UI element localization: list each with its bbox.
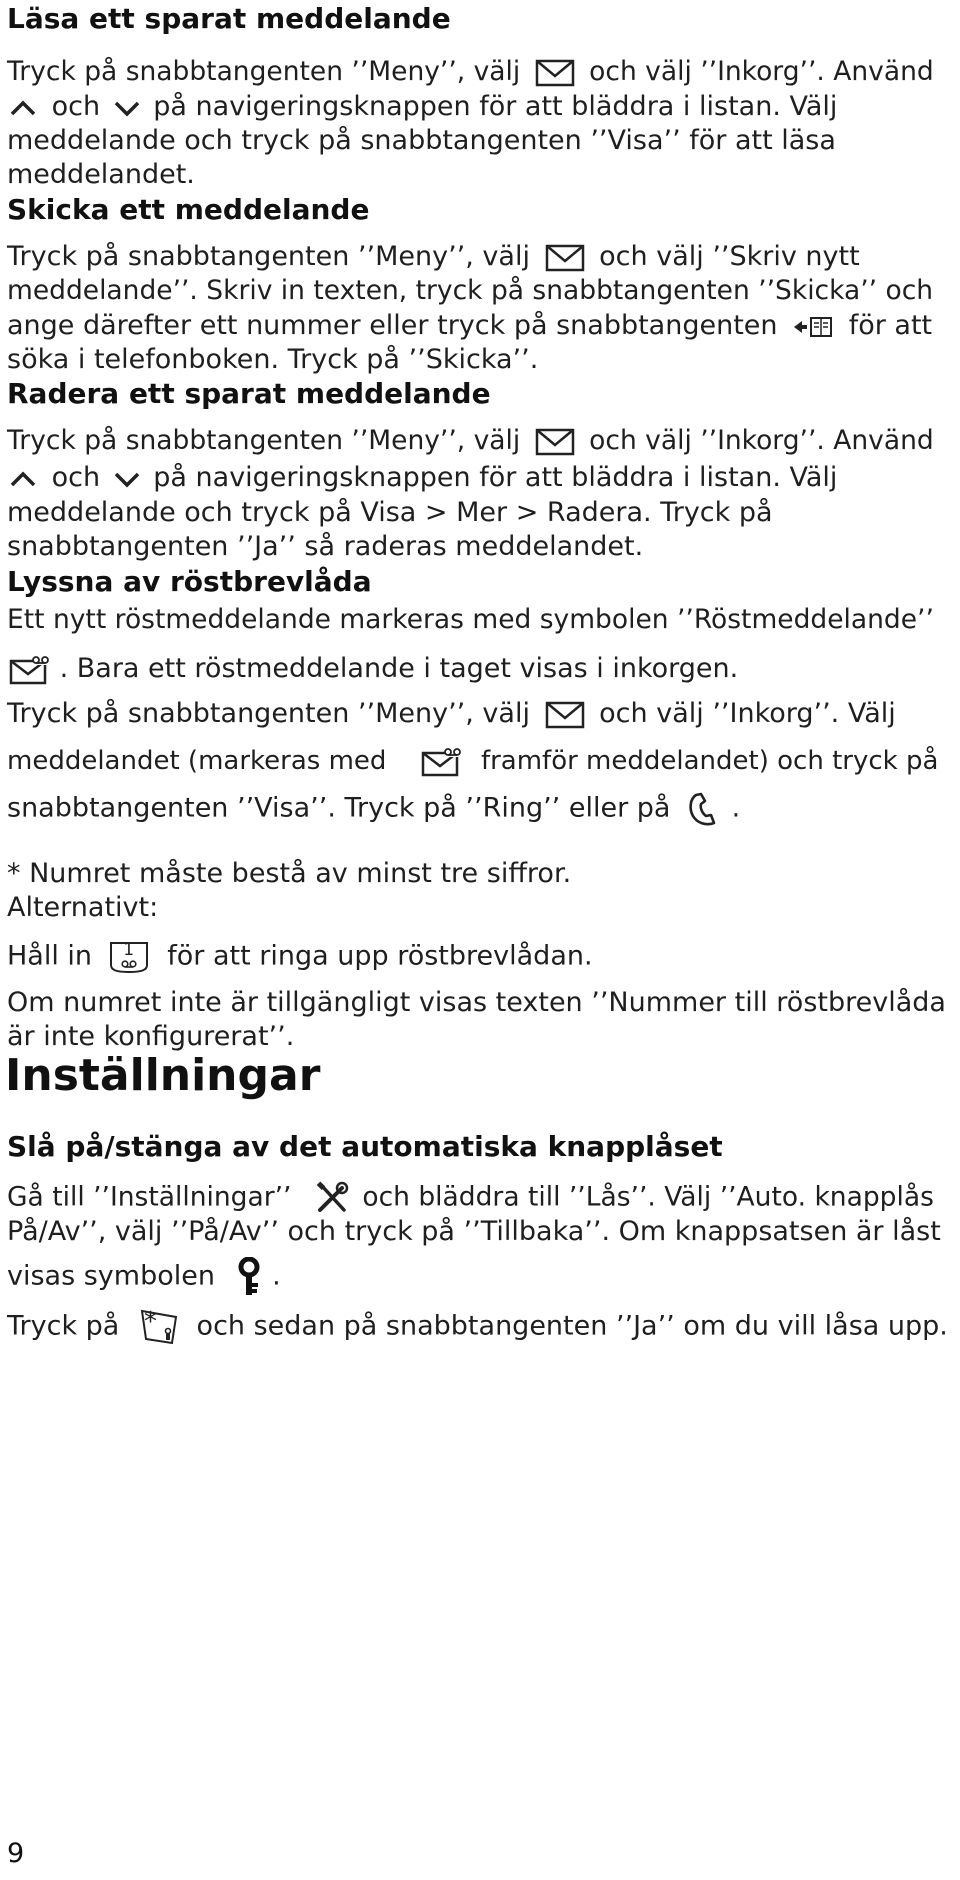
phonebook-icon: [792, 314, 834, 340]
settings-line-2: På/Av’’, välj ’’På/Av’’ och tryck på ’’Tillbaka’’. Om knappsatsen är låst: [7, 1216, 941, 1247]
voicemail-not-found-1: Om numret inte är tillgängligt visas texten ’’Nummer till röstbrevlåda: [7, 987, 946, 1018]
star-key-icon: [136, 1305, 182, 1349]
voicemail-line-5: snabbtangenten ’’Visa’’. Tryck på ’’Ring’’ eller på .: [7, 791, 740, 827]
chevron-up-icon: [9, 98, 37, 118]
delete-line-1: Tryck på snabbtangenten ’’Meny’’, välj och välj ’’Inkorg’’. Använd: [7, 425, 934, 456]
call-icon: [687, 791, 721, 827]
settings-title: Inställningar: [5, 1050, 321, 1101]
send-line-4: söka i telefonboken. Tryck på ’’Skicka’’.: [7, 344, 539, 375]
heading-read-message: Läsa ett sparat meddelande: [7, 2, 451, 35]
voicemail-line-4: meddelandet (markeras med framför meddelandet) och tryck på: [7, 746, 939, 776]
key-1-icon: [107, 939, 151, 975]
delete-line-2: och på navigeringsknappen för att bläddra i listan. Välj: [7, 461, 837, 495]
key-1-label: 1: [123, 940, 135, 960]
send-line-2: meddelande’’. Skriv in texten, tryck på snabbtangenten ’’Skicka’’ och: [7, 275, 934, 306]
read-line-2: och på navigeringsknappen för att bläddra i listan. Välj: [7, 90, 837, 124]
settings-line-3: visas symbolen .: [7, 1257, 281, 1297]
voicemail-line-1: Ett nytt röstmeddelande markeras med symbolen ’’Röstmeddelande’’: [7, 604, 934, 635]
tools-icon: [314, 1180, 350, 1216]
voicemail-line-2: . Bara ett röstmeddelande i taget visas i inkorgen.: [7, 652, 738, 686]
delete-line-3: meddelande och tryck på Visa > Mer > Radera. Tryck på: [7, 497, 773, 528]
heading-send-message: Skicka ett meddelande: [7, 193, 370, 226]
star-key-label: *: [143, 1307, 157, 1337]
heading-delete-message: Radera ett sparat meddelande: [7, 377, 491, 410]
voicemail-line-3: Tryck på snabbtangenten ’’Meny’’, välj och välj ’’Inkorg’’. Välj: [7, 698, 896, 729]
delete-line-4: snabbtangenten ’’Ja’’ så raderas meddelandet.: [7, 531, 644, 562]
chevron-down-icon: [113, 469, 141, 489]
voicemail-icon: [9, 655, 49, 685]
envelope-icon: [535, 58, 575, 88]
chevron-down-icon: [113, 98, 141, 118]
envelope-icon: [545, 700, 585, 730]
heading-voicemail: Lyssna av röstbrevlåda: [7, 565, 372, 598]
send-line-1: Tryck på snabbtangenten ’’Meny’’, välj och välj ’’Skriv nytt: [7, 241, 860, 272]
voicemail-icon: [421, 747, 461, 777]
voicemail-note: * Numret måste bestå av minst tre siffror.: [7, 858, 572, 889]
key-lock-icon: [236, 1257, 262, 1297]
envelope-icon: [535, 427, 575, 457]
heading-auto-keylock: Slå på/stänga av det automatiska knapplåset: [7, 1130, 723, 1163]
voicemail-hold: Håll in 1 för att ringa upp röstbrevlådan.: [7, 939, 593, 975]
voicemail-alternative: Alternativt:: [7, 892, 159, 923]
read-line-4: meddelandet.: [7, 159, 195, 190]
page-number: 9: [7, 1838, 25, 1869]
chevron-up-icon: [9, 469, 37, 489]
settings-line-1: Gå till ’’Inställningar’’ och bläddra till ’’Lås’’. Välj ’’Auto. knapplås: [7, 1180, 934, 1216]
send-line-3: ange därefter ett nummer eller tryck på snabbtangenten för att: [7, 310, 933, 341]
read-line-1: Tryck på snabbtangenten ’’Meny’’, välj och välj ’’Inkorg’’. Använd: [7, 56, 934, 87]
settings-line-4: Tryck på * och sedan på snabbtangenten ’’Ja’’ om du vill låsa upp.: [7, 1305, 948, 1349]
voicemail-not-found-2: är inte konfigurerat’’.: [7, 1021, 295, 1052]
envelope-icon: [545, 243, 585, 273]
read-line-3: meddelande och tryck på snabbtangenten ’’Visa’’ för att läsa: [7, 125, 836, 156]
